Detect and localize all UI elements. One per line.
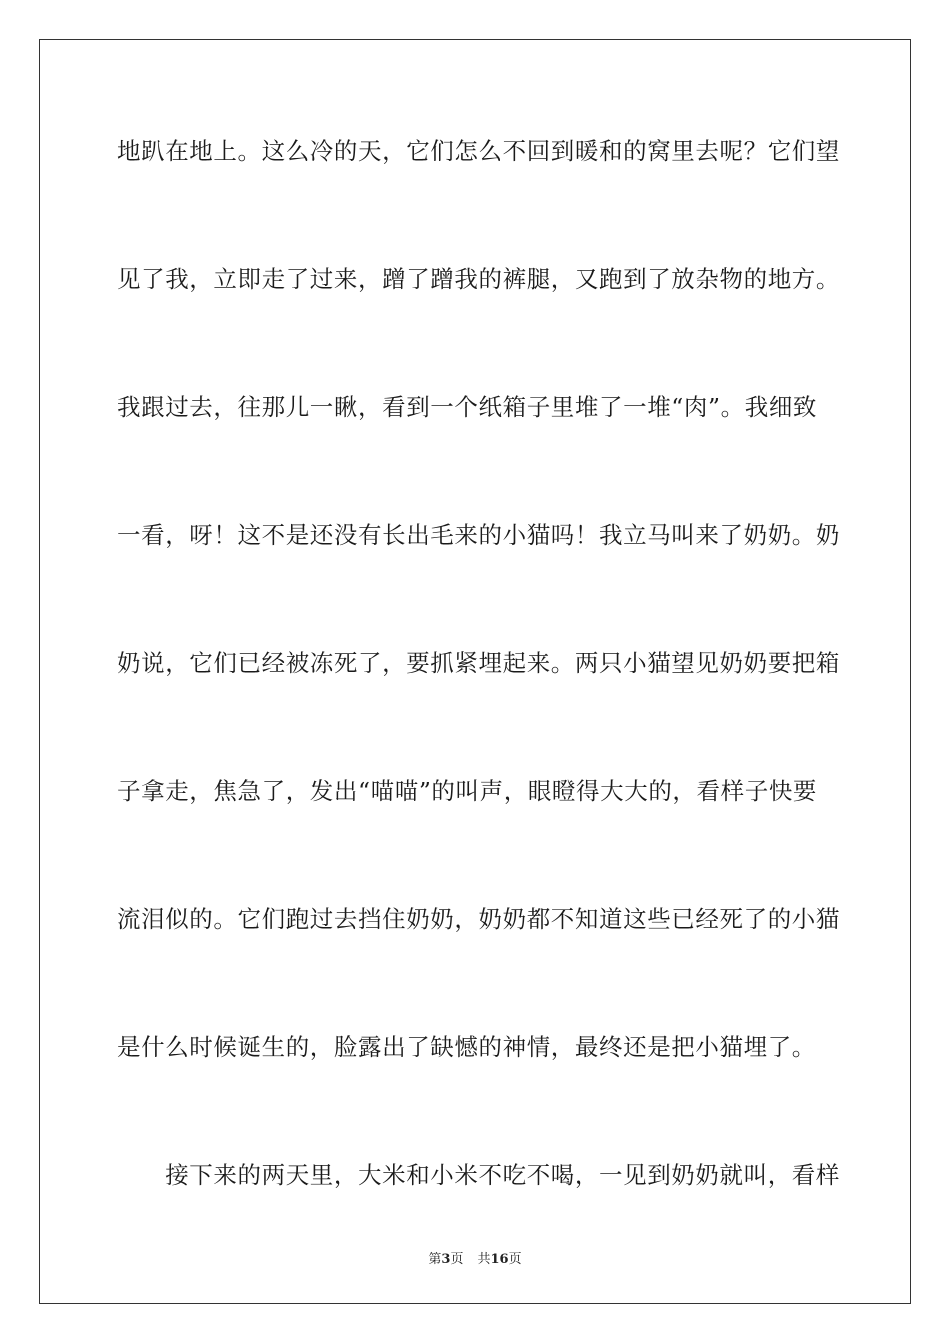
text-line: 一看，呀！这不是还没有长出毛来的小猫吗！我立马叫来了奶奶。奶 xyxy=(117,521,840,549)
text-line: 奶说，它们已经被冻死了，要抓紧埋起来。两只小猫望见奶奶要把箱 xyxy=(117,649,840,677)
text-line: 我跟过去，往那儿一瞅，看到一个纸箱子里堆了一堆“肉”。我细致 xyxy=(117,393,818,421)
text-line: 是什么时候诞生的，脸露出了缺憾的神情，最终还是把小猫埋了。 xyxy=(117,1033,816,1061)
body-text xyxy=(117,124,840,1202)
total-pages: 16 xyxy=(490,1252,509,1267)
page-label-suffix: 页 xyxy=(450,1252,464,1267)
page-label-prefix: 第 xyxy=(428,1252,442,1267)
text-line: 接下来的两天里，大米和小米不吃不喝，一见到奶奶就叫，看样 xyxy=(117,1161,840,1189)
text-line: 子拿走，焦急了，发出“喵喵”的叫声，眼瞪得大大的，看样子快要 xyxy=(117,777,818,805)
text-line: 流泪似的。它们跑过去挡住奶奶，奶奶都不知道这些已经死了的小猫 xyxy=(117,905,840,933)
page-footer xyxy=(0,1248,950,1267)
text-line: 见了我，立即走了过来，蹭了蹭我的裤腿，又跑到了放杂物的地方。 xyxy=(117,265,840,293)
text-line: 地趴在地上。这么冷的天，它们怎么不回到暖和的窝里去呢？它们望 xyxy=(117,137,840,165)
total-label-prefix: 共 xyxy=(477,1252,491,1267)
total-label-suffix: 页 xyxy=(508,1252,522,1267)
page-number: 3 xyxy=(441,1252,451,1267)
